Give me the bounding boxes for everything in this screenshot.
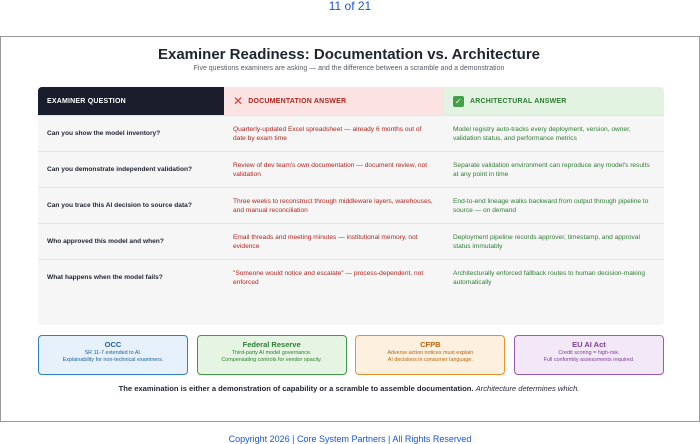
documentation-cell: Three weeks to reconstruct through middleware layers, warehouses, and manual reconciliation (233, 197, 433, 214)
slide-title: Examiner Readiness: Documentation vs. Architecture (157, 46, 541, 63)
regulator-cards (38, 335, 664, 375)
question-cell: Who approved this model and when? (47, 238, 164, 245)
table-row (38, 151, 664, 187)
regulator-name: CFPB (420, 340, 441, 349)
documentation-cell: "Someone would notice and escalate" — process-dependent, not enforced (233, 269, 424, 286)
checkmark-icon: ✓ (453, 96, 464, 107)
question-cell: What happens when the model fails? (47, 274, 163, 281)
regulator-detail: Compensating controls for vendor opacity. (221, 357, 322, 363)
regulator-detail: Explainability for non-technical examiners. (62, 357, 164, 363)
conclusion-italic: Architecture determines which. (475, 384, 580, 393)
table-row (38, 259, 664, 295)
regulator-card-federal-reserve (197, 335, 347, 375)
header-documentation-answer (224, 87, 444, 115)
regulator-card-eu-ai-act (514, 335, 664, 375)
slide-subtitle: Five questions examiners are asking — and the difference between a scramble and a demonstration (193, 65, 505, 72)
regulator-detail: Third-party AI model governance. (231, 350, 312, 356)
regulator-detail: Full conformity assessments required. (543, 357, 635, 363)
architectural-cell: End-to-end lineage walks backward from output through pipeline to source — on demand (453, 197, 649, 214)
table-header (38, 87, 664, 115)
header-examiner-question (38, 87, 224, 115)
architectural-cell: Separate validation environment can reproduce any model's results at any point in time (453, 161, 650, 178)
regulator-detail: Credit scoring = high-risk. (558, 350, 620, 356)
header-label: EXAMINER QUESTION (47, 97, 126, 105)
documentation-cell: Email threads and meeting minutes — institutional memory, not evidence (233, 233, 418, 250)
copyright-footer: Copyright 2026 | Core System Partners | All Rights Reserved (228, 434, 472, 444)
conclusion-statement (0, 384, 698, 393)
question-cell: Can you trace this AI decision to source data? (47, 202, 192, 209)
architectural-cell: Architecturally enforced fallback routes to human decision-making automatically (453, 269, 646, 286)
regulator-card-occ (38, 335, 188, 375)
comparison-table (38, 87, 664, 325)
architectural-cell: Model registry auto-tracks every deployment, version, owner, validation status, and performance metrics (453, 125, 631, 142)
table-row (38, 223, 664, 259)
conclusion-bold: The examination is either a demonstration of capability or a scramble to assemble documentation. (118, 384, 474, 393)
regulator-detail: Adverse action notices must explain (387, 350, 474, 356)
table-row (38, 187, 664, 223)
documentation-cell: Quarterly-updated Excel spreadsheet — already 6 months out of date by exam time (233, 125, 422, 142)
regulator-name: Federal Reserve (242, 340, 301, 349)
question-cell: Can you show the model inventory? (47, 130, 161, 137)
regulator-detail: AI decisions in consumer language. (387, 357, 473, 363)
header-label: DOCUMENTATION ANSWER (248, 97, 347, 105)
table-row (38, 115, 664, 151)
header-architectural-answer (444, 87, 664, 115)
documentation-cell: Review of dev team's own documentation — document review, not validation (233, 161, 428, 178)
regulator-name: EU AI Act (572, 340, 606, 349)
regulator-name: OCC (104, 340, 122, 349)
question-cell: Can you demonstrate independent validation? (47, 166, 193, 173)
x-mark-icon: ✕ (233, 94, 244, 108)
architectural-cell: Deployment pipeline records approver, timestamp, and approval status immutably (453, 233, 640, 250)
header-label: ARCHITECTURAL ANSWER (470, 97, 567, 105)
regulator-card-cfpb (355, 335, 505, 375)
page-counter: 11 of 21 (328, 0, 372, 13)
regulator-detail: SR 11-7 extended to AI. (84, 350, 142, 356)
